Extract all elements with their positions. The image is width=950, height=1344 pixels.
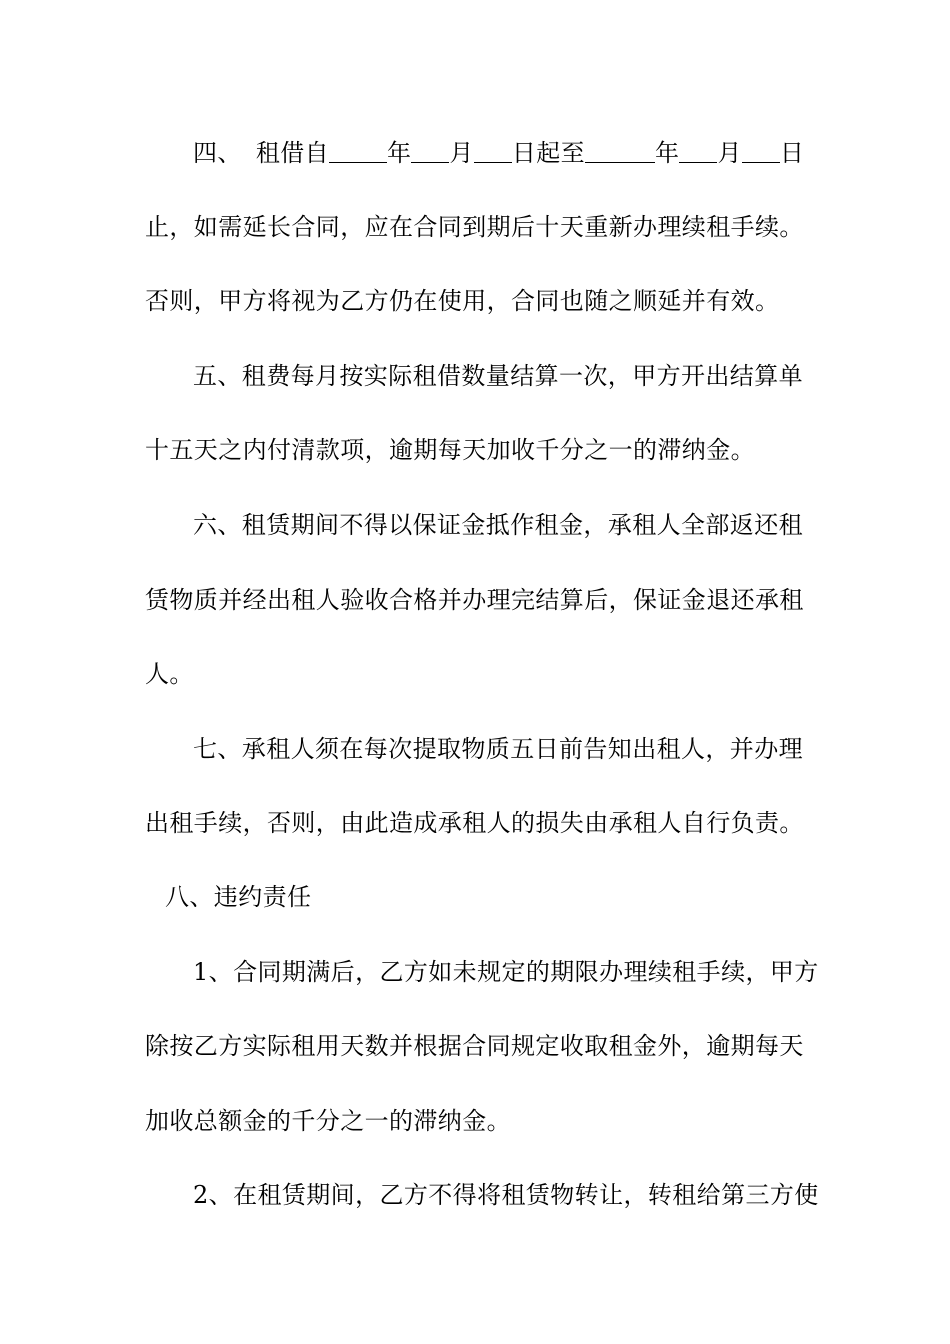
- text-line: 1、合同期满后，乙方如未规定的期限办理续租手续，甲方: [193, 958, 819, 986]
- clause-4-lead: 租借自: [255, 139, 330, 167]
- text-line: 赁物质并经出租人验收合格并办理完结算后，保证金退还承租: [145, 586, 804, 614]
- text-line: 加收总额金的千分之一的滞纳金。: [145, 1107, 511, 1135]
- text-line: 七、承租人须在每次提取物质五日前告知出租人，并办理: [193, 735, 803, 763]
- text-line: 十五天之内付清款项，逾期每天加收千分之一的滞纳金。: [145, 436, 755, 464]
- label-day-2: 日: [779, 139, 805, 167]
- text-line: 六、租赁期间不得以保证金抵作租金，承租人全部返还租: [193, 511, 803, 539]
- blank-start-day: [474, 136, 512, 163]
- text-line: 出租手续，否则，由此造成承租人的损失由承租人自行负责。: [145, 809, 804, 837]
- section-heading: 八、违约责任: [165, 883, 312, 911]
- text-line: 否则，甲方将视为乙方仍在使用，合同也随之顺延并有效。: [145, 287, 780, 315]
- text-line: 2、在租赁期间，乙方不得将租赁物转让，转租给第三方使: [193, 1181, 819, 1209]
- clause-4-number: 四、: [193, 139, 242, 167]
- text-line: 除按乙方实际租用天数并根据合同规定收取租金外，逾期每天: [145, 1032, 804, 1060]
- blank-start-year: [329, 136, 387, 163]
- blank-end-year: [585, 136, 655, 163]
- blank-end-day: [742, 136, 780, 163]
- label-month-2: 月: [717, 139, 742, 167]
- label-year-1: 年: [387, 139, 412, 167]
- text-line: 人。: [145, 660, 194, 688]
- label-month-1: 月: [449, 139, 474, 167]
- blank-end-month: [679, 136, 717, 163]
- label-day-1: 日起至: [511, 139, 586, 167]
- blank-start-month: [411, 136, 449, 163]
- label-year-2: 年: [655, 139, 680, 167]
- clause-4-line: [193, 133, 858, 173]
- text-line: 五、租费每月按实际租借数量结算一次，甲方开出结算单: [193, 362, 803, 390]
- text-line: 止，如需延长合同，应在合同到期后十天重新办理续租手续。: [145, 213, 804, 241]
